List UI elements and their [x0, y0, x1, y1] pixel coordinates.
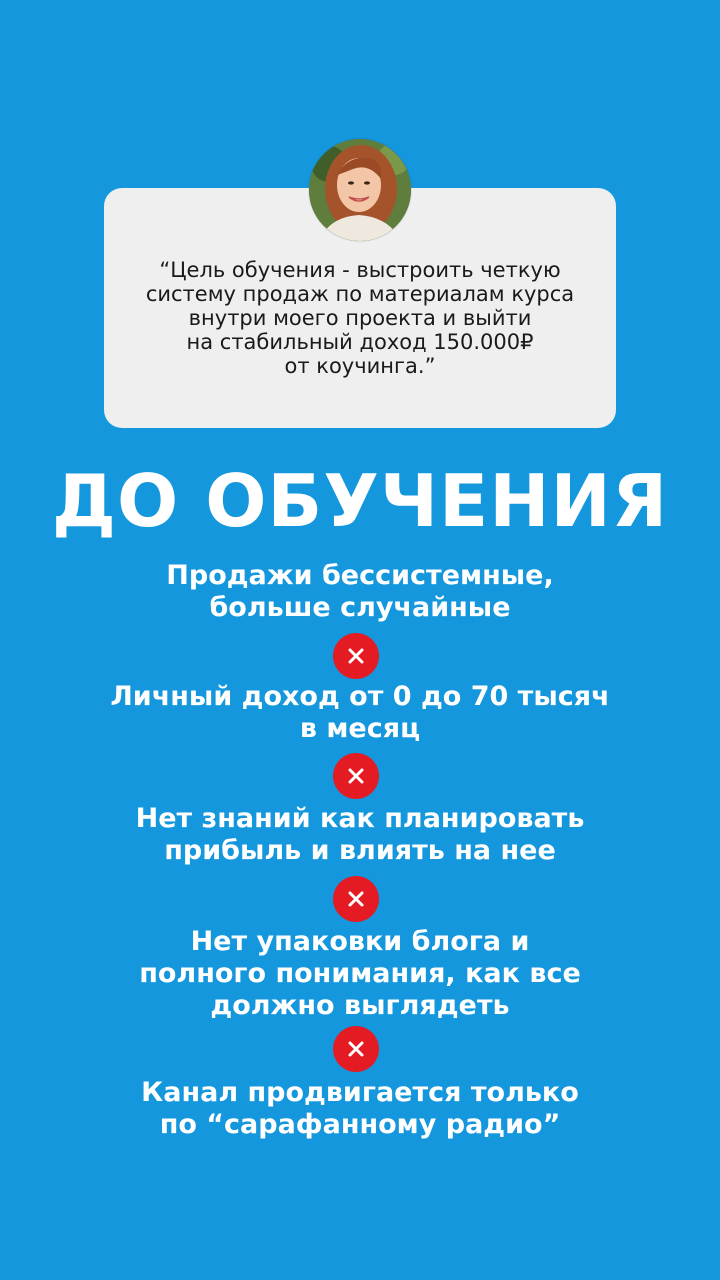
- x-mark-icon: [333, 753, 379, 799]
- list-item: Личный доход от 0 до 70 тысяч в месяц: [110, 681, 610, 744]
- list-item: Продажи бессистемные, больше случайные: [166, 560, 554, 623]
- x-mark-icon: [333, 876, 379, 922]
- x-mark-icon: [333, 633, 379, 679]
- list-item: Нет знаний как планировать прибыль и влиять на нее: [135, 803, 585, 866]
- x-mark-icon: [333, 1026, 379, 1072]
- list-item: Нет упаковки блога и полного понимания, как все должно выглядеть: [139, 926, 581, 1021]
- quote-text: “Цель обучения - выстроить четкую систему продаж по материалам курса внутри моего проекта и выйти на стабильный доход 150.000₽ от коучинга.”: [145, 258, 575, 378]
- avatar: [309, 139, 411, 241]
- list-item: Канал продвигается только по “сарафанному радио”: [141, 1077, 579, 1140]
- avatar-photo-icon: [309, 139, 411, 241]
- page-title: ДО ОБУЧЕНИЯ: [51, 459, 669, 543]
